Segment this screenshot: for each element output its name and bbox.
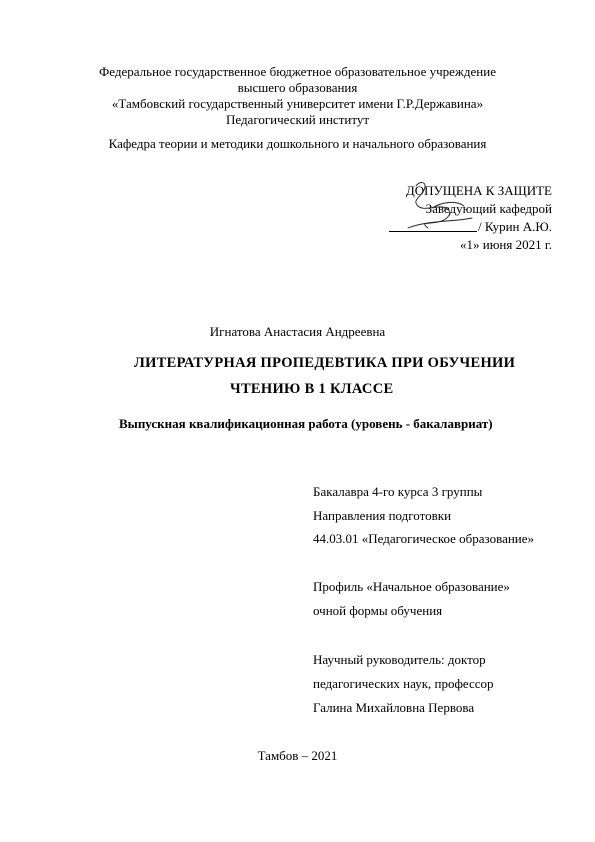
- student-profile: Профиль «Начальное образование»: [313, 579, 510, 594]
- supervisor-degree: педагогических наук, профессор: [313, 676, 494, 691]
- institution-line-2: высшего образования: [237, 80, 358, 95]
- work-type: Выпускная квалификационная работа (уровень - бакалавриат): [119, 416, 493, 431]
- supervisor-name: Галина Михайловна Первова: [313, 700, 475, 715]
- department-name: Кафедра теории и методики дошкольного и начального образования: [108, 136, 487, 151]
- signature-scribble: [398, 178, 478, 240]
- supervisor-label: Научный руководитель: доктор: [313, 652, 486, 667]
- approval-signer: / Курин А.Ю.: [478, 219, 552, 234]
- student-direction-label: Направления подготовки: [313, 508, 452, 523]
- approval-role: Заведующий кафедрой: [425, 201, 552, 216]
- author-name: Игнатова Анастасия Андреевна: [209, 324, 386, 339]
- institute-name: Педагогический институт: [225, 112, 370, 127]
- university-name: «Тамбовский государственный университет имени Г.Р.Державина»: [111, 96, 484, 111]
- title-line-2: ЧТЕНИЮ В 1 КЛАССЕ: [230, 381, 394, 397]
- title-line-1: ЛИТЕРАТУРНАЯ ПРОПЕДЕВТИКА ПРИ ОБУЧЕНИИ: [134, 355, 516, 371]
- institution-line-1: Федеральное государственное бюджетное образовательное учреждение: [99, 64, 496, 79]
- student-direction-code: 44.03.01 «Педагогическое образование»: [313, 531, 535, 546]
- student-course: Бакалавра 4-го курса 3 группы: [313, 484, 483, 499]
- student-study-form: очной формы обучения: [313, 603, 443, 618]
- approval-heading: ДОПУЩЕНА К ЗАЩИТЕ: [405, 183, 552, 198]
- approval-date: «1» июня 2021 г.: [460, 237, 552, 252]
- city-year: Тамбов – 2021: [257, 748, 338, 763]
